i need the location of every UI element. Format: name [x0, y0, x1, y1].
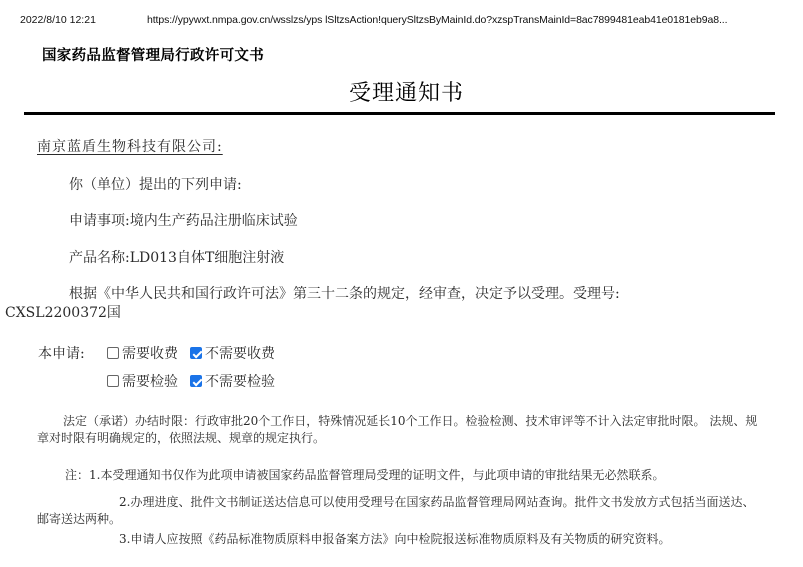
title-divider	[24, 112, 775, 115]
application-item	[69, 210, 298, 230]
note-1: 注：1.本受理通知书仅作为此项申请被国家药品监督管理局受理的证明文件，与此项申请的审批结果无必然联系。	[65, 468, 665, 482]
product-name	[69, 247, 284, 267]
checkbox-checked-icon[interactable]	[190, 347, 202, 359]
option-label: 需要检验	[122, 374, 178, 390]
option-label: 不需要检验	[205, 374, 275, 390]
intro-text: 你（单位）提出的下列申请:	[69, 177, 242, 193]
acceptance-number: CXSL2200372国	[5, 305, 121, 321]
note-3: 3.申请人应按照《药品标准物质原料申报备案方法》向中检院报送标准物质原料及有关物质的研究资料。	[119, 532, 671, 546]
option-label: 不需要收费	[205, 346, 275, 362]
product-name-value: LD013自体T细胞注射液	[129, 250, 285, 266]
document-title: 受理通知书	[348, 81, 464, 106]
application-item-label: 申请事项:	[69, 213, 130, 229]
print-datetime: 2022/8/10 12:21	[20, 14, 96, 26]
fee-options	[107, 343, 287, 363]
legal-basis-text: 根据《中华人民共和国行政许可法》第三十二条的规定，经审查，决定予以受理。受理号:	[69, 286, 620, 302]
checkbox-unchecked-icon[interactable]	[107, 347, 119, 359]
checkbox-unchecked-icon[interactable]	[107, 375, 119, 387]
print-url: https://ypywxt.nmpa.gov.cn/wsslzs/yps lSltzsAction!querySltzsByMainId.do?xzspTransMainId=8ac7899481eab41e0181eb9a8...	[147, 14, 728, 26]
option-inspection-required[interactable]	[107, 371, 178, 391]
option-label: 需要收费	[122, 346, 178, 362]
option-fee-not-required[interactable]	[190, 343, 275, 363]
print-header	[20, 14, 795, 28]
application-item-value: 境内生产药品注册临床试验	[129, 213, 298, 229]
inspection-options	[107, 371, 287, 391]
addressee: 南京蓝盾生物科技有限公司:	[37, 139, 223, 155]
legal-basis	[5, 285, 757, 323]
checkbox-checked-icon[interactable]	[190, 375, 202, 387]
option-fee-required[interactable]	[107, 343, 178, 363]
option-inspection-not-required[interactable]	[190, 371, 275, 391]
deadline-text: 法定（承诺）办结时限：行政审批20个工作日，特殊情况延长10个工作日。检验检测、技术审评等不计入法定审批时限。 法规、规章对时限有明确规定的，依照法规、规章的规定执行。	[37, 414, 758, 445]
note-2: 2.办理进度、批件文书制证送达信息可以使用受理号在国家药品监督管理局网站查询。批件文书发放方式包括当面送达、邮寄送达两种。	[37, 495, 755, 526]
product-name-label: 产品名称:	[69, 250, 130, 266]
agency-title: 国家药品监督管理局行政许可文书	[42, 48, 264, 64]
options-label: 本申请:	[38, 346, 85, 362]
